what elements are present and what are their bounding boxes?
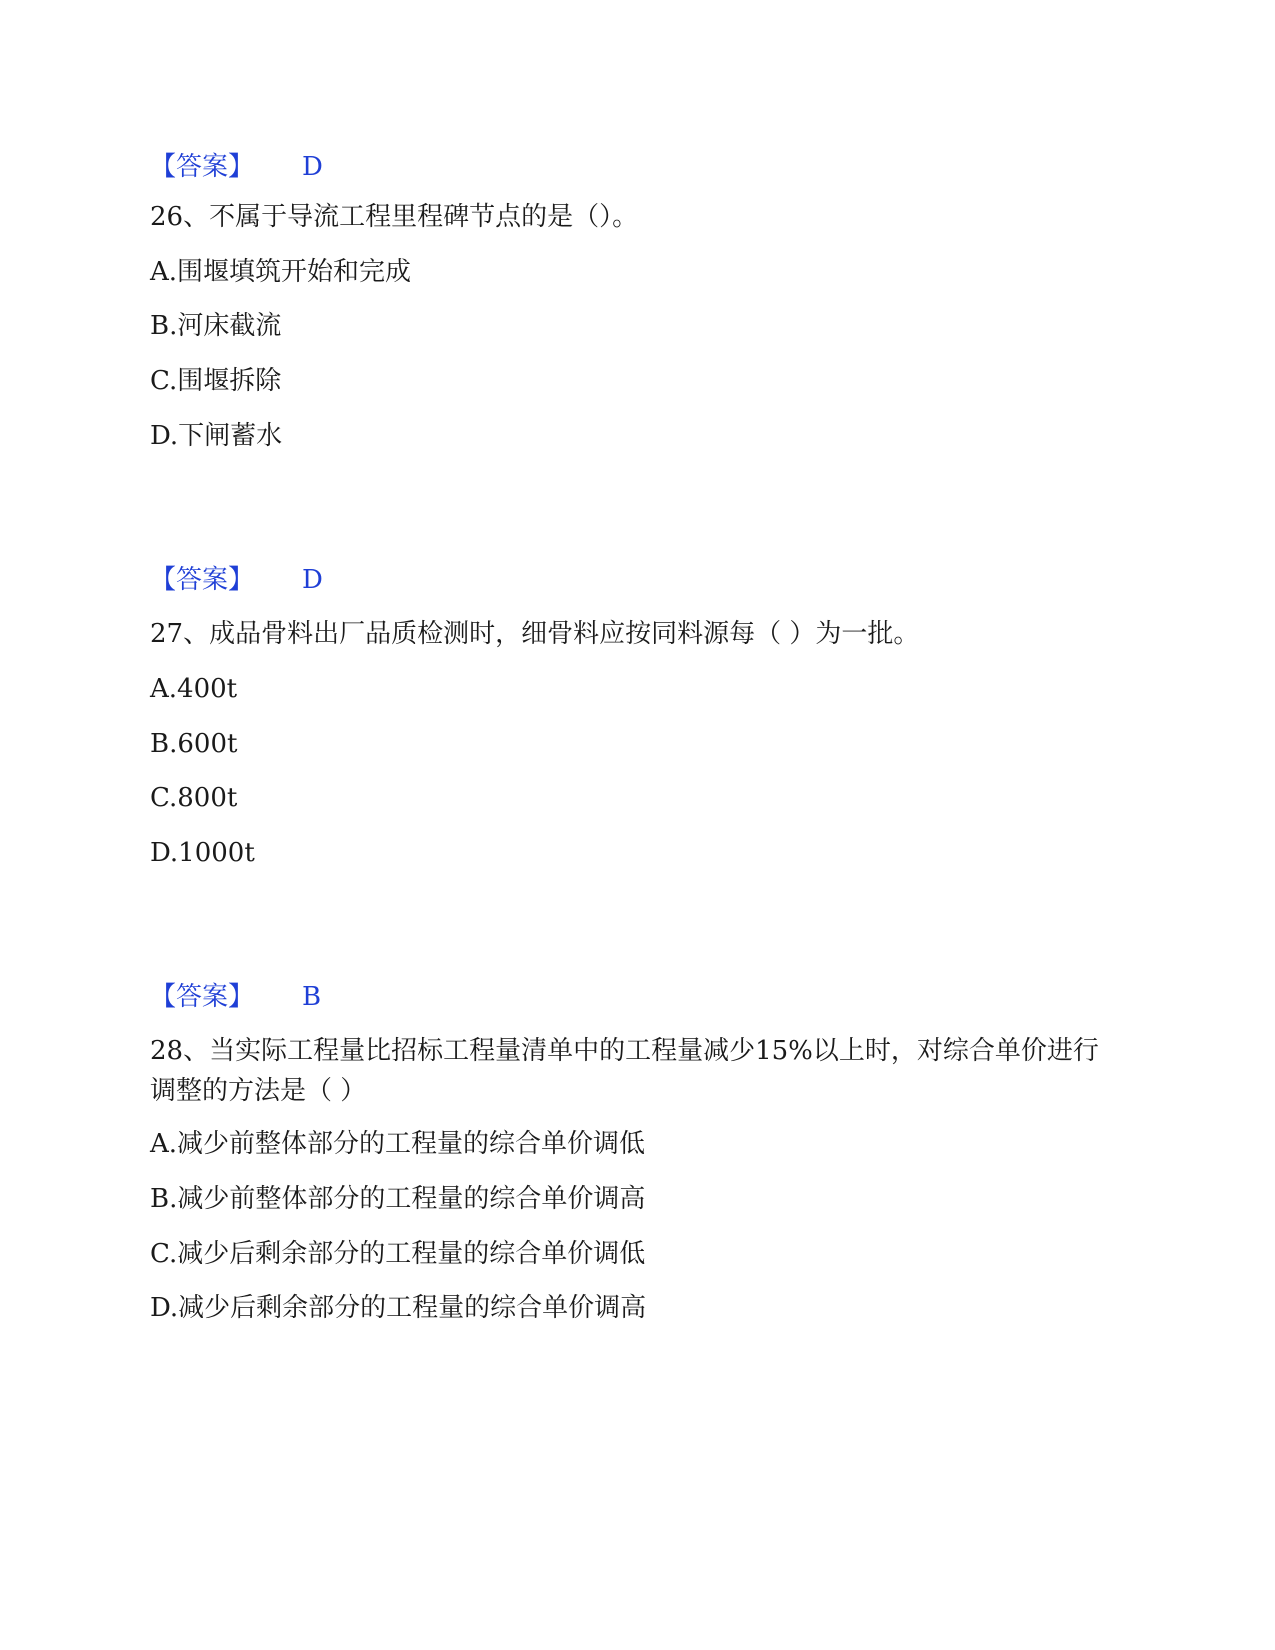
option-27-d: D.1000t [150, 838, 255, 868]
option-28-c: C.减少后剩余部分的工程量的综合单价调低 [150, 1239, 646, 1269]
answer-row-q27 [150, 982, 321, 1012]
answer-row-q26 [150, 565, 323, 595]
question-26: 26、不属于导流工程里程碑节点的是（）。 [150, 202, 639, 232]
option-27-a: A.400t [150, 674, 238, 704]
option-26-c: C.围堰拆除 [150, 366, 282, 396]
answer-label: 【答案】 [150, 982, 255, 1012]
option-26-d: D.下闸蓄水 [150, 421, 283, 451]
option-26-b: B.河床截流 [150, 311, 282, 341]
option-28-d: D.减少后剩余部分的工程量的综合单价调高 [150, 1293, 647, 1323]
answer-value: D [302, 565, 323, 595]
option-27-b: B.600t [150, 729, 238, 759]
answer-label: 【答案】 [150, 565, 255, 595]
option-26-a: A.围堰填筑开始和完成 [150, 257, 412, 287]
answer-label: 【答案】 [150, 152, 255, 182]
question-27: 27、成品骨料出厂品质检测时，细骨料应按同料源每（ ）为一批。 [150, 619, 920, 649]
option-28-a: A.减少前整体部分的工程量的综合单价调低 [150, 1129, 646, 1159]
answer-value: D [302, 152, 323, 182]
answer-value: B [302, 982, 322, 1012]
option-27-c: C.800t [150, 783, 238, 813]
answer-row-q25 [150, 152, 323, 182]
question-28: 28、当实际工程量比招标工程量清单中的工程量减少15%以上时，对综合单价进行调整的方法是（ ） [150, 1036, 1099, 1106]
option-28-b: B.减少前整体部分的工程量的综合单价调高 [150, 1184, 646, 1214]
